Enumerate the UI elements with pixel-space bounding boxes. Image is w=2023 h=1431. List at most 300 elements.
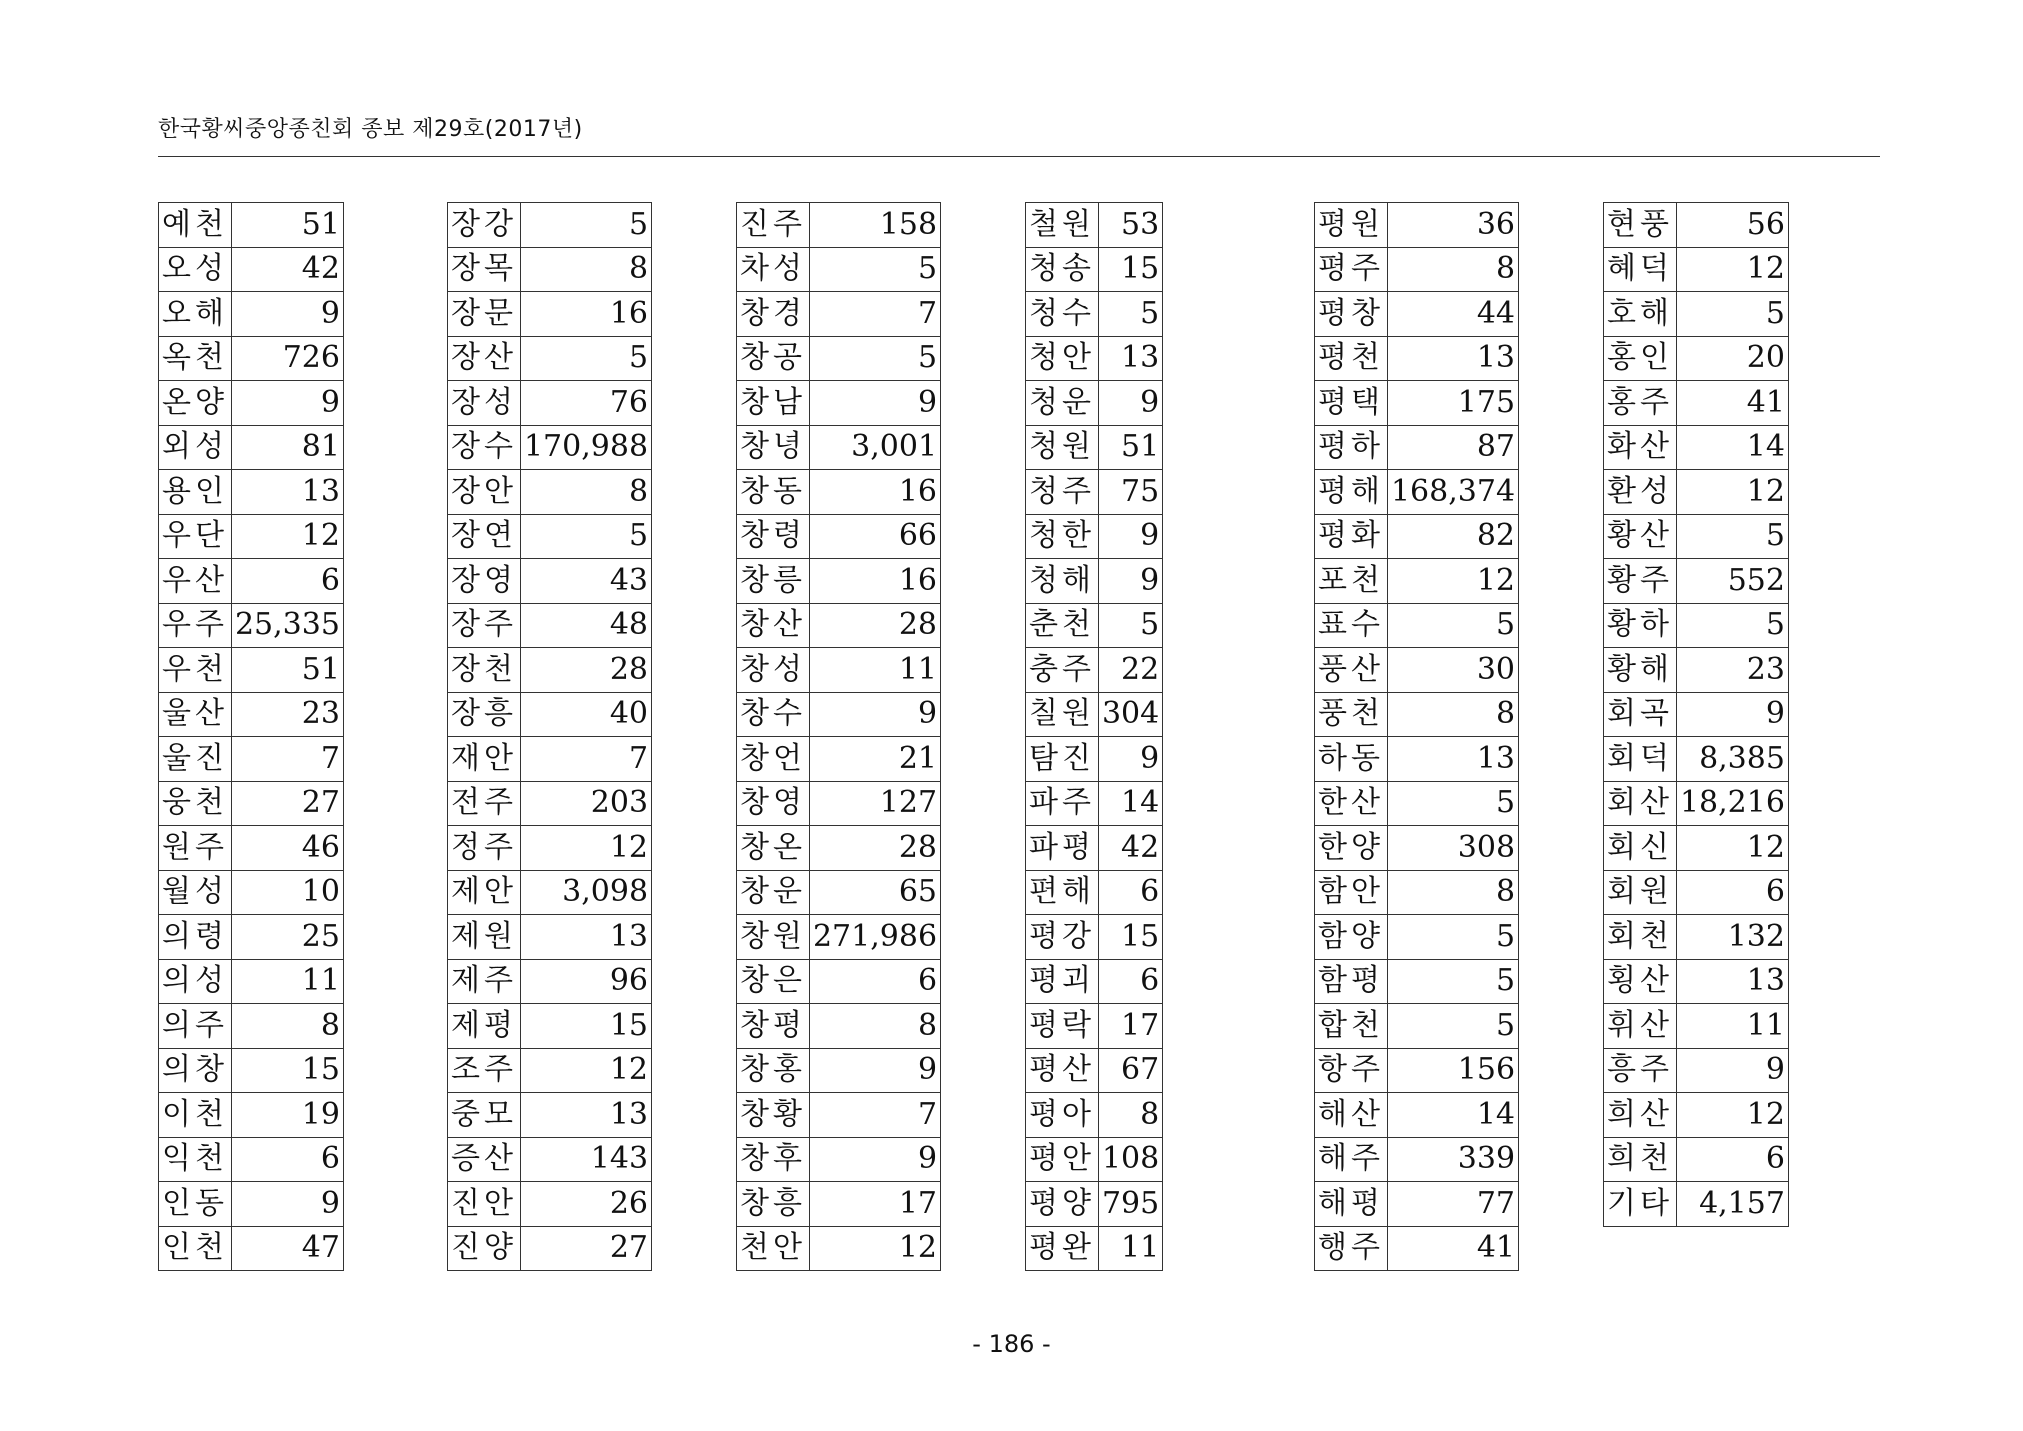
surname-origin-cell: 흥주 [1604, 1048, 1677, 1093]
table-row [1026, 1226, 1163, 1271]
count-cell: 168,374 [1387, 470, 1518, 515]
surname-origin-cell: 의령 [159, 915, 232, 960]
table-row [159, 292, 344, 337]
surname-origin-cell: 장연 [448, 514, 521, 559]
count-cell: 8,385 [1676, 737, 1788, 782]
surname-origin-cell: 창은 [737, 959, 810, 1004]
table-row [1026, 603, 1163, 648]
table-row [1026, 1137, 1163, 1182]
surname-origin-cell: 평원 [1315, 203, 1388, 248]
table-row [1315, 1137, 1519, 1182]
count-cell: 18,216 [1676, 781, 1788, 826]
surname-origin-cell: 황주 [1604, 559, 1677, 604]
table-row [159, 381, 344, 426]
count-cell: 9 [1098, 559, 1162, 604]
count-cell: 12 [809, 1226, 940, 1271]
count-cell: 51 [231, 648, 343, 693]
table-row [448, 514, 652, 559]
table-row [1026, 425, 1163, 470]
table-row [159, 1093, 344, 1138]
table-row [1604, 1182, 1789, 1227]
table-row [448, 603, 652, 648]
surname-origin-cell: 창동 [737, 470, 810, 515]
surname-origin-cell: 창원 [737, 915, 810, 960]
count-cell: 16 [520, 292, 651, 337]
table-row [159, 247, 344, 292]
count-cell: 132 [1676, 915, 1788, 960]
table-row [1604, 959, 1789, 1004]
table-row [448, 247, 652, 292]
count-cell: 8 [809, 1004, 940, 1049]
count-cell: 726 [231, 336, 343, 381]
table-row [737, 1137, 941, 1182]
surname-origin-cell: 용인 [159, 470, 232, 515]
count-cell: 5 [1098, 292, 1162, 337]
count-cell: 28 [809, 826, 940, 871]
surname-origin-cell: 황산 [1604, 514, 1677, 559]
count-cell: 6 [1098, 959, 1162, 1004]
table-row [159, 514, 344, 559]
surname-origin-cell: 평아 [1026, 1093, 1099, 1138]
surname-origin-cell: 홍인 [1604, 336, 1677, 381]
surname-origin-cell: 평안 [1026, 1137, 1099, 1182]
table-row [159, 1226, 344, 1271]
count-cell: 15 [520, 1004, 651, 1049]
table-row [448, 381, 652, 426]
count-cell: 12 [1387, 559, 1518, 604]
count-cell: 3,098 [520, 870, 651, 915]
count-cell: 26 [520, 1182, 651, 1227]
count-cell: 795 [1098, 1182, 1162, 1227]
count-cell: 8 [1098, 1093, 1162, 1138]
surname-table-1 [158, 202, 344, 1271]
count-cell: 15 [231, 1048, 343, 1093]
count-cell: 6 [809, 959, 940, 1004]
count-cell: 12 [231, 514, 343, 559]
table-row [1604, 1048, 1789, 1093]
table-row [1604, 915, 1789, 960]
surname-origin-cell: 행주 [1315, 1226, 1388, 1271]
surname-origin-cell: 회곡 [1604, 692, 1677, 737]
surname-origin-cell: 창남 [737, 381, 810, 426]
count-cell: 9 [1676, 692, 1788, 737]
surname-origin-cell: 제안 [448, 870, 521, 915]
table-row [1604, 292, 1789, 337]
surname-origin-cell: 하동 [1315, 737, 1388, 782]
table-row [1604, 470, 1789, 515]
count-cell: 67 [1098, 1048, 1162, 1093]
table-row [1026, 247, 1163, 292]
table-row [1604, 826, 1789, 871]
surname-origin-cell: 청원 [1026, 425, 1099, 470]
table-row [159, 1182, 344, 1227]
count-cell: 42 [1098, 826, 1162, 871]
count-cell: 175 [1387, 381, 1518, 426]
count-cell: 47 [231, 1226, 343, 1271]
count-cell: 81 [231, 425, 343, 470]
table-row [737, 559, 941, 604]
table-row [159, 915, 344, 960]
table-row [448, 692, 652, 737]
count-cell: 17 [1098, 1004, 1162, 1049]
count-cell: 9 [809, 692, 940, 737]
count-cell: 5 [1387, 915, 1518, 960]
count-cell: 28 [520, 648, 651, 693]
table-row [448, 559, 652, 604]
table-row [1026, 514, 1163, 559]
table-row [1026, 648, 1163, 693]
surname-origin-cell: 창황 [737, 1093, 810, 1138]
count-cell: 127 [809, 781, 940, 826]
table-row [1315, 1093, 1519, 1138]
count-cell: 96 [520, 959, 651, 1004]
surname-origin-cell: 옥천 [159, 336, 232, 381]
table-row [448, 292, 652, 337]
count-cell: 13 [520, 1093, 651, 1138]
count-cell: 17 [809, 1182, 940, 1227]
count-cell: 5 [1676, 514, 1788, 559]
table-row [1315, 292, 1519, 337]
table-row [1026, 737, 1163, 782]
count-cell: 12 [520, 1048, 651, 1093]
surname-origin-cell: 인천 [159, 1226, 232, 1271]
count-cell: 46 [231, 826, 343, 871]
table-row [1026, 1048, 1163, 1093]
count-cell: 65 [809, 870, 940, 915]
surname-origin-cell: 회덕 [1604, 737, 1677, 782]
surname-origin-cell: 해평 [1315, 1182, 1388, 1227]
surname-origin-cell: 평강 [1026, 915, 1099, 960]
table-row [1604, 336, 1789, 381]
surname-origin-cell: 회천 [1604, 915, 1677, 960]
table-row [1604, 425, 1789, 470]
count-cell: 82 [1387, 514, 1518, 559]
surname-origin-cell: 평해 [1315, 470, 1388, 515]
table-row [737, 292, 941, 337]
count-cell: 143 [520, 1137, 651, 1182]
surname-origin-cell: 청안 [1026, 336, 1099, 381]
count-cell: 13 [231, 470, 343, 515]
surname-origin-cell: 원주 [159, 826, 232, 871]
table-row [1026, 870, 1163, 915]
count-cell: 7 [809, 292, 940, 337]
count-cell: 14 [1676, 425, 1788, 470]
table-row [448, 737, 652, 782]
surname-origin-cell: 평화 [1315, 514, 1388, 559]
surname-origin-cell: 청해 [1026, 559, 1099, 604]
count-cell: 23 [231, 692, 343, 737]
table-row [1604, 247, 1789, 292]
surname-origin-cell: 창공 [737, 336, 810, 381]
count-cell: 77 [1387, 1182, 1518, 1227]
count-cell: 20 [1676, 336, 1788, 381]
count-cell: 7 [231, 737, 343, 782]
count-cell: 13 [1387, 336, 1518, 381]
table-row [159, 559, 344, 604]
surname-origin-cell: 창수 [737, 692, 810, 737]
count-cell: 41 [1387, 1226, 1518, 1271]
table-row [159, 781, 344, 826]
table-row [1315, 692, 1519, 737]
surname-origin-cell: 창온 [737, 826, 810, 871]
surname-origin-cell: 희산 [1604, 1093, 1677, 1138]
table-row [1315, 603, 1519, 648]
surname-table-5 [1314, 202, 1519, 1271]
surname-origin-cell: 탐진 [1026, 737, 1099, 782]
surname-origin-cell: 파주 [1026, 781, 1099, 826]
table-row [1026, 559, 1163, 604]
table-row [448, 915, 652, 960]
table-row [448, 781, 652, 826]
table-row [1315, 1182, 1519, 1227]
count-cell: 5 [1387, 959, 1518, 1004]
count-cell: 13 [520, 915, 651, 960]
surname-origin-cell: 칠원 [1026, 692, 1099, 737]
table-row [737, 425, 941, 470]
table-row [737, 1182, 941, 1227]
count-cell: 9 [1676, 1048, 1788, 1093]
surname-origin-cell: 장산 [448, 336, 521, 381]
table-row [737, 381, 941, 426]
count-cell: 25 [231, 915, 343, 960]
count-cell: 9 [1098, 737, 1162, 782]
count-cell: 6 [231, 559, 343, 604]
table-row [1026, 692, 1163, 737]
count-cell: 42 [231, 247, 343, 292]
table-row [448, 870, 652, 915]
surname-origin-cell: 외성 [159, 425, 232, 470]
table-row [1315, 425, 1519, 470]
table-row [1604, 1093, 1789, 1138]
count-cell: 25,335 [231, 603, 343, 648]
surname-origin-cell: 창녕 [737, 425, 810, 470]
surname-origin-cell: 울진 [159, 737, 232, 782]
table-row [1026, 1182, 1163, 1227]
table-row [159, 336, 344, 381]
count-cell: 3,001 [809, 425, 940, 470]
count-cell: 51 [231, 203, 343, 248]
table-row [1604, 648, 1789, 693]
surname-origin-cell: 평주 [1315, 247, 1388, 292]
count-cell: 203 [520, 781, 651, 826]
count-cell: 12 [520, 826, 651, 871]
table-row [1315, 470, 1519, 515]
table-row [448, 1226, 652, 1271]
surname-origin-cell: 진양 [448, 1226, 521, 1271]
count-cell: 308 [1387, 826, 1518, 871]
count-cell: 19 [231, 1093, 343, 1138]
table-row [448, 203, 652, 248]
table-row [737, 692, 941, 737]
table-row [448, 470, 652, 515]
table-row [448, 1137, 652, 1182]
table-row [737, 826, 941, 871]
surname-origin-cell: 제주 [448, 959, 521, 1004]
surname-origin-cell: 창산 [737, 603, 810, 648]
table-row [737, 1048, 941, 1093]
count-cell: 9 [809, 1048, 940, 1093]
surname-origin-cell: 창령 [737, 514, 810, 559]
count-cell: 339 [1387, 1137, 1518, 1182]
count-cell: 28 [809, 603, 940, 648]
count-cell: 21 [809, 737, 940, 782]
count-cell: 5 [809, 247, 940, 292]
table-row [159, 203, 344, 248]
table-row [1026, 203, 1163, 248]
surname-origin-cell: 차성 [737, 247, 810, 292]
surname-origin-cell: 편해 [1026, 870, 1099, 915]
surname-origin-cell: 창언 [737, 737, 810, 782]
count-cell: 8 [520, 247, 651, 292]
surname-origin-cell: 함평 [1315, 959, 1388, 1004]
count-cell: 9 [809, 381, 940, 426]
surname-origin-cell: 청운 [1026, 381, 1099, 426]
surname-origin-cell: 장주 [448, 603, 521, 648]
count-cell: 6 [1676, 1137, 1788, 1182]
count-cell: 12 [1676, 826, 1788, 871]
surname-origin-cell: 평택 [1315, 381, 1388, 426]
count-cell: 5 [1387, 1004, 1518, 1049]
table-row [737, 1226, 941, 1271]
count-cell: 12 [1676, 1093, 1788, 1138]
table-row [159, 737, 344, 782]
count-cell: 5 [520, 514, 651, 559]
surname-origin-cell: 장목 [448, 247, 521, 292]
table-row [737, 648, 941, 693]
count-cell: 9 [231, 292, 343, 337]
count-cell: 6 [1098, 870, 1162, 915]
count-cell: 10 [231, 870, 343, 915]
surname-table-2 [447, 202, 652, 1271]
surname-origin-cell: 이천 [159, 1093, 232, 1138]
count-cell: 12 [1676, 470, 1788, 515]
surname-origin-cell: 웅천 [159, 781, 232, 826]
count-cell: 76 [520, 381, 651, 426]
table-row [159, 648, 344, 693]
table-row [1604, 1004, 1789, 1049]
table-row [1315, 870, 1519, 915]
surname-origin-cell: 표수 [1315, 603, 1388, 648]
surname-origin-cell: 횡산 [1604, 959, 1677, 1004]
surname-origin-cell: 장수 [448, 425, 521, 470]
table-row [159, 870, 344, 915]
count-cell: 8 [1387, 692, 1518, 737]
count-cell: 41 [1676, 381, 1788, 426]
surname-origin-cell: 청한 [1026, 514, 1099, 559]
surname-origin-cell: 풍천 [1315, 692, 1388, 737]
table-row [159, 603, 344, 648]
table-row [448, 1182, 652, 1227]
surname-origin-cell: 조주 [448, 1048, 521, 1093]
count-cell: 304 [1098, 692, 1162, 737]
count-cell: 8 [1387, 870, 1518, 915]
surname-origin-cell: 황해 [1604, 648, 1677, 693]
surname-origin-cell: 울산 [159, 692, 232, 737]
surname-origin-cell: 청주 [1026, 470, 1099, 515]
table-row [1315, 203, 1519, 248]
count-cell: 5 [1676, 292, 1788, 337]
surname-origin-cell: 진주 [737, 203, 810, 248]
table-row [1026, 381, 1163, 426]
count-cell: 158 [809, 203, 940, 248]
table-row [1026, 336, 1163, 381]
count-cell: 9 [231, 1182, 343, 1227]
count-cell: 8 [1387, 247, 1518, 292]
table-row [737, 870, 941, 915]
table-row [1315, 1004, 1519, 1049]
header-rule [158, 156, 1880, 157]
surname-origin-cell: 한양 [1315, 826, 1388, 871]
table-row [1604, 514, 1789, 559]
count-cell: 5 [1387, 603, 1518, 648]
surname-origin-cell: 해주 [1315, 1137, 1388, 1182]
count-cell: 87 [1387, 425, 1518, 470]
surname-origin-cell: 의주 [159, 1004, 232, 1049]
count-cell: 108 [1098, 1137, 1162, 1182]
table-row [737, 603, 941, 648]
count-cell: 11 [231, 959, 343, 1004]
surname-origin-cell: 중모 [448, 1093, 521, 1138]
document-header: 한국황씨중앙종친회 종보 제29호(2017년) [158, 117, 583, 142]
count-cell: 5 [1387, 781, 1518, 826]
surname-origin-cell: 합천 [1315, 1004, 1388, 1049]
surname-origin-cell: 장천 [448, 648, 521, 693]
count-cell: 43 [520, 559, 651, 604]
table-row [1604, 737, 1789, 782]
surname-origin-cell: 평양 [1026, 1182, 1099, 1227]
surname-origin-cell: 창경 [737, 292, 810, 337]
table-row [737, 470, 941, 515]
count-cell: 16 [809, 559, 940, 604]
surname-origin-cell: 해산 [1315, 1093, 1388, 1138]
table-row [1026, 959, 1163, 1004]
surname-origin-cell: 제원 [448, 915, 521, 960]
surname-origin-cell: 회원 [1604, 870, 1677, 915]
surname-origin-cell: 창홍 [737, 1048, 810, 1093]
count-cell: 22 [1098, 648, 1162, 693]
surname-origin-cell: 우주 [159, 603, 232, 648]
surname-origin-cell: 화산 [1604, 425, 1677, 470]
table-row [159, 1004, 344, 1049]
surname-origin-cell: 함안 [1315, 870, 1388, 915]
table-row [1026, 915, 1163, 960]
surname-origin-cell: 홍주 [1604, 381, 1677, 426]
table-row [1026, 1093, 1163, 1138]
count-cell: 16 [809, 470, 940, 515]
surname-origin-cell: 파평 [1026, 826, 1099, 871]
surname-origin-cell: 장안 [448, 470, 521, 515]
surname-origin-cell: 기타 [1604, 1182, 1677, 1227]
table-row [737, 203, 941, 248]
table-row [1604, 692, 1789, 737]
surname-origin-cell: 인동 [159, 1182, 232, 1227]
surname-origin-cell: 평하 [1315, 425, 1388, 470]
table-row [448, 1004, 652, 1049]
table-row [1026, 470, 1163, 515]
count-cell: 66 [809, 514, 940, 559]
table-row [1315, 648, 1519, 693]
surname-origin-cell: 제평 [448, 1004, 521, 1049]
count-cell: 23 [1676, 648, 1788, 693]
count-cell: 51 [1098, 425, 1162, 470]
surname-origin-cell: 포천 [1315, 559, 1388, 604]
table-row [1315, 559, 1519, 604]
count-cell: 53 [1098, 203, 1162, 248]
surname-origin-cell: 장문 [448, 292, 521, 337]
table-row [448, 826, 652, 871]
surname-origin-cell: 창영 [737, 781, 810, 826]
count-cell: 5 [809, 336, 940, 381]
